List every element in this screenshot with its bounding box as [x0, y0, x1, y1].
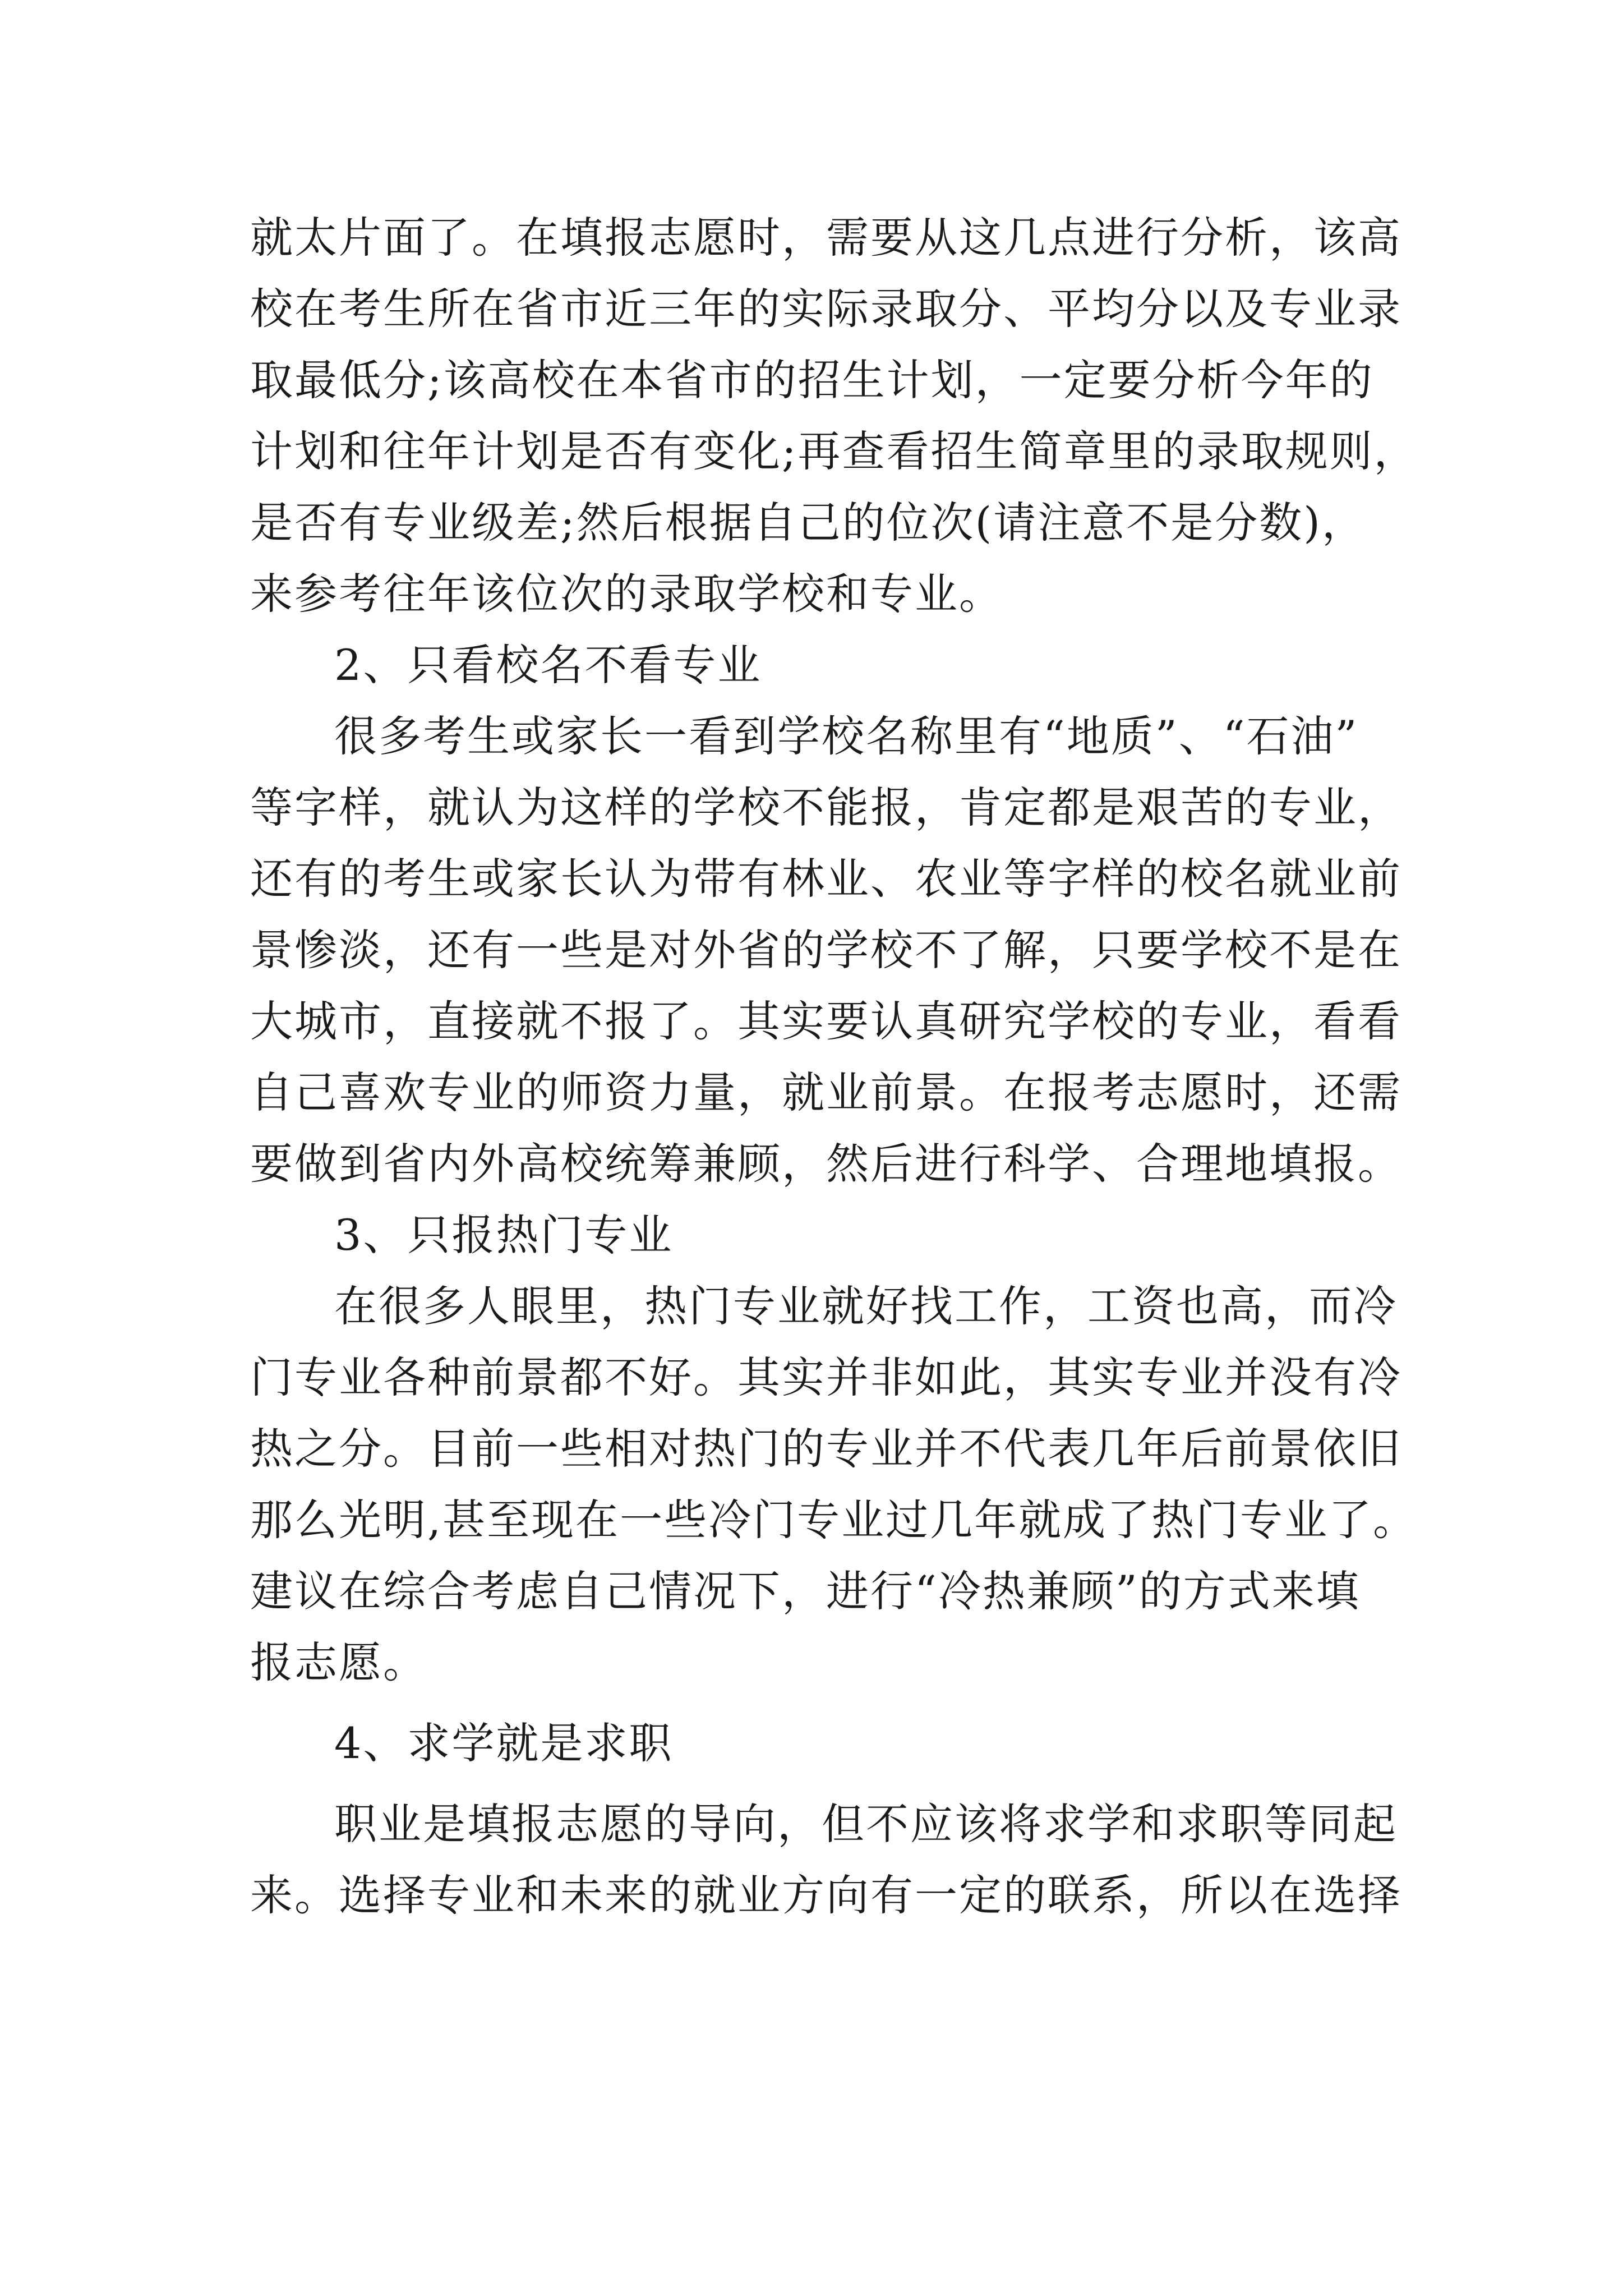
body-text	[250, 202, 1418, 1931]
text-line: 校在考生所在省市近三年的实际录取分、平均分以及专业录	[250, 284, 1402, 334]
text-line: 热之分。目前一些相对热门的专业并不代表几年后前景依旧	[250, 1424, 1402, 1474]
text-line: 取最低分;该高校在本省市的招生计划，一定要分析今年的	[250, 355, 1374, 405]
text-line: 自己喜欢专业的师资力量，就业前景。在报考志愿时，还需	[250, 1068, 1402, 1117]
text-line: 报志愿。	[250, 1637, 427, 1687]
text-line: 计划和往年计划是否有变化;再查看招生简章里的录取规则，	[250, 426, 1418, 476]
section-heading: 3、只报热门专业	[334, 1210, 674, 1260]
text-line: 建议在综合考虑自己情况下，进行“冷热兼顾”的方式来填	[250, 1566, 1361, 1616]
text-line: 职业是填报志愿的导向，但不应该将求学和求职等同起	[334, 1799, 1398, 1849]
paragraph-gap	[250, 1698, 1372, 1708]
text-line: 来。选择专业和未来的就业方向有一定的联系，所以在选择	[250, 1870, 1402, 1920]
section-heading: 4、求学就是求职	[334, 1718, 674, 1768]
text-line: 门专业各种前景都不好。其实并非如此，其实专业并没有冷	[250, 1352, 1402, 1402]
text-line: 景惨淡，还有一些是对外省的学校不了解，只要学校不是在	[250, 925, 1402, 975]
text-line: 很多考生或家长一看到学校名称里有“地质”、“石油”	[334, 711, 1359, 761]
text-line: 在很多人眼里，热门专业就好找工作，工资也高，而冷	[334, 1281, 1398, 1331]
text-line: 来参考往年该位次的录取学校和专业。	[250, 569, 1003, 619]
text-line: 还有的考生或家长认为带有林业、农业等字样的校名就业前	[250, 854, 1402, 904]
text-line: 是否有专业级差;然后根据自己的位次(请注意不是分数)，	[250, 498, 1366, 547]
text-line: 就太片面了。在填报志愿时，需要从这几点进行分析，该高	[250, 213, 1402, 263]
text-line: 等字样，就认为这样的学校不能报，肯定都是艰苦的专业，	[250, 783, 1402, 832]
section-heading: 2、只看校名不看专业	[334, 640, 762, 690]
text-line: 大城市，直接就不报了。其实要认真研究学校的专业，看看	[250, 996, 1402, 1046]
text-line: 要做到省内外高校统筹兼顾，然后进行科学、合理地填报。	[250, 1139, 1402, 1189]
paragraph-gap	[250, 1779, 1372, 1788]
text-line: 那么光明,甚至现在一些冷门专业过几年就成了热门专业了。	[250, 1495, 1418, 1545]
